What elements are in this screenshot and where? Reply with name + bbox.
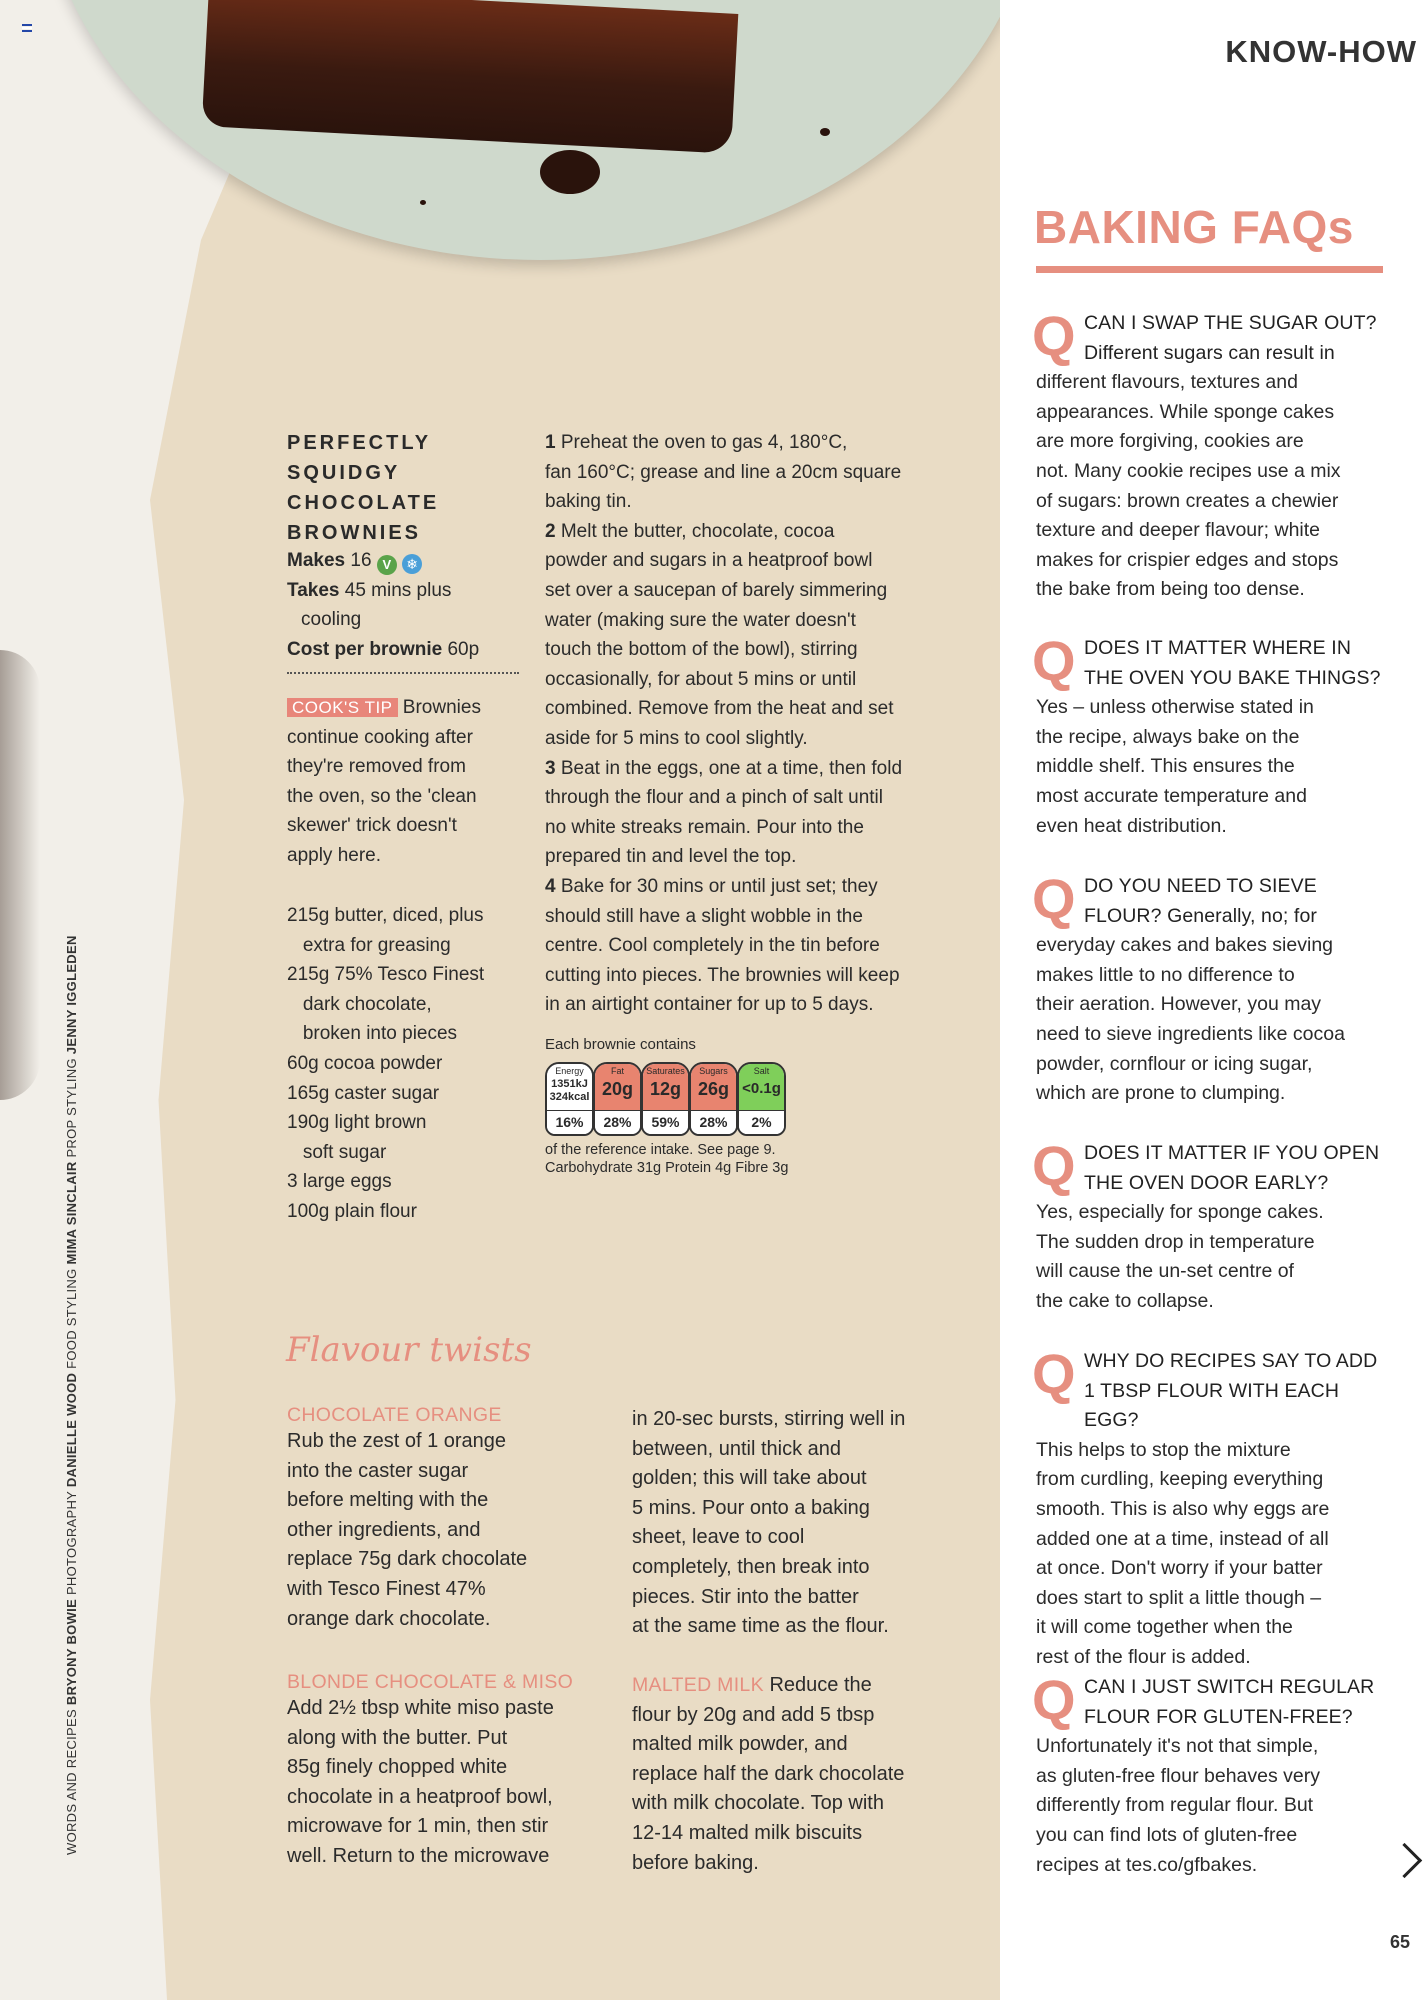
answer-line: rest of the flour is added. <box>1036 1645 1251 1668</box>
nutrition-footnote: of the reference intake. See page 9. Carbohydrate 31g Protein 4g Fibre 3g <box>545 1142 789 1176</box>
q-icon: Q <box>1032 1134 1076 1197</box>
method-line: cutting into pieces. The brownies will keep <box>545 964 900 986</box>
faq-title: BAKING FAQs <box>1034 201 1354 253</box>
twist-line: microwave for 1 min, then stir <box>287 1815 549 1838</box>
faq-answer <box>1036 693 1388 841</box>
question-line: CAN I JUST SWITCH REGULAR <box>1084 1676 1375 1698</box>
nutrition-cell <box>545 1062 594 1136</box>
nutrition-cell-top <box>739 1064 784 1110</box>
twist-body <box>287 1427 617 1634</box>
ingredient-line: 165g caster sugar <box>287 1082 440 1104</box>
method-line: water (making sure the water doesn't <box>545 609 856 631</box>
twist-line: with milk chocolate. Top with <box>632 1792 884 1815</box>
method-line: set over a saucepan of barely simmering <box>545 579 888 601</box>
method-line: no white streaks remain. Pour into the <box>545 816 864 838</box>
twist-line: pieces. Stir into the batter <box>632 1585 859 1608</box>
twist-line: replace half the dark chocolate <box>632 1762 905 1785</box>
divider <box>287 672 519 674</box>
faq-item <box>1032 304 1388 605</box>
twist-line: 12-14 malted milk biscuits <box>632 1821 863 1844</box>
twist-heading: BLONDE CHOCOLATE & MISO <box>287 1671 574 1693</box>
recipe-meta <box>287 546 527 664</box>
cost-line: Cost per brownie 60p <box>287 638 480 660</box>
answer-line: as gluten-free flour behaves very <box>1036 1764 1320 1787</box>
ingredient-line: 60g cocoa powder <box>287 1052 443 1074</box>
flavour-twists-title: Flavour twists <box>286 1330 532 1370</box>
answer-line: different flavours, textures and <box>1036 371 1298 394</box>
answer-line: the cake to collapse. <box>1036 1289 1214 1312</box>
nutrition-cell <box>689 1062 738 1136</box>
cooks-tip-badge: COOK'S TIP <box>287 698 398 717</box>
page-number: 65 <box>1390 1932 1411 1952</box>
ingredient-line: 3 large eggs <box>287 1171 392 1193</box>
makes-line: Makes 16 V ❄ <box>287 546 527 576</box>
nutrition-value: 1351kJ <box>551 1078 588 1090</box>
twist-malted-milk: MALTED MILK Reduce the flour by 20g and add 5 tbsp malted milk powder, and replace half the dark chocolate with milk chocolate. Top with 12-14 malted milk biscuits before baking. <box>632 1671 972 1878</box>
question-line: WHY DO RECIPES SAY TO ADD <box>1084 1350 1378 1372</box>
method-line: in an airtight container for up to 5 days. <box>545 994 874 1016</box>
twist-heading: MALTED MILK <box>632 1674 764 1696</box>
ingredient-line: soft sugar <box>287 1141 387 1163</box>
brownie-crumb <box>540 150 600 194</box>
flag-icon <box>22 24 32 32</box>
answer-line: appearances. While sponge cakes <box>1036 400 1335 423</box>
recipe-title: PERFECTLY SQUIDGY CHOCOLATE BROWNIES <box>287 432 440 544</box>
answer-line: not. Many cookie recipes use a mix <box>1036 459 1341 482</box>
faq-question <box>1032 1342 1388 1436</box>
ingredient-line: 190g light brown <box>287 1112 427 1134</box>
twist-line: into the caster sugar <box>287 1459 469 1482</box>
faq-item <box>1032 1134 1388 1317</box>
twist-line: replace 75g dark chocolate <box>287 1548 528 1571</box>
ingredient-line: broken into pieces <box>287 1023 458 1045</box>
question-line: THE OVEN DOOR EARLY? <box>1084 1171 1329 1194</box>
twist-line: before melting with the <box>287 1489 489 1512</box>
answer-line: from curdling, keeping everything <box>1036 1468 1324 1491</box>
nutrition-cell-top <box>547 1064 592 1110</box>
twist-line: chocolate in a heatproof bowl, <box>287 1785 553 1808</box>
method-steps <box>545 428 965 1020</box>
twist-line: Add 2½ tbsp white miso paste <box>287 1697 554 1719</box>
answer-line: Yes, especially for sponge cakes. <box>1036 1201 1324 1224</box>
faq-question <box>1032 1668 1388 1732</box>
twist-line: in 20-sec bursts, stirring well in <box>632 1408 906 1430</box>
twist-line: along with the butter. Put <box>287 1726 508 1749</box>
nutrition-percent: 59% <box>643 1110 688 1135</box>
takes-line-cont: cooling <box>301 609 362 630</box>
cooks-tip: COOK'S TIP Brownies continue cooking after they're removed from the oven, so the 'clean skewer' trick doesn't apply here. <box>287 697 481 866</box>
twist-line: well. Return to the microwave <box>287 1844 550 1867</box>
nutrition-cell <box>593 1062 642 1136</box>
twist-line: Rub the zest of 1 orange <box>287 1430 507 1452</box>
nutrition-label-text: Fat <box>610 1066 624 1076</box>
method-line: combined. Remove from the heat and set <box>545 698 894 720</box>
method-line: occasionally, for about 5 mins or until <box>545 668 857 690</box>
answer-line: makes little to no difference to <box>1036 963 1295 986</box>
twist-line: 85g finely chopped white <box>287 1756 508 1779</box>
twist-line: orange dark chocolate. <box>287 1607 491 1630</box>
faq-question <box>1032 867 1388 931</box>
question-line: FLOUR FOR GLUTEN-FREE? <box>1084 1705 1353 1728</box>
twist-heading: CHOCOLATE ORANGE <box>287 1404 502 1426</box>
twist-line: before baking. <box>632 1851 759 1874</box>
method-line: centre. Cool completely in the tin before <box>545 935 880 957</box>
method-line: 1 Preheat the oven to gas 4, 180°C, <box>545 432 848 453</box>
answer-line: need to sieve ingredients like cocoa <box>1036 1022 1345 1045</box>
nutrition-value: 20g <box>601 1079 634 1099</box>
answer-line: powder, cornflour or icing sugar, <box>1036 1052 1313 1075</box>
nutrition-percent: 28% <box>595 1110 640 1135</box>
nutrition-value: 324kcal <box>549 1091 590 1103</box>
method-line: 2 Melt the butter, chocolate, cocoa <box>545 520 835 542</box>
q-icon: Q <box>1032 304 1076 367</box>
answer-line: the recipe, always bake on the <box>1036 725 1300 748</box>
faq-answer <box>1036 1198 1388 1316</box>
method-line: touch the bottom of the bowl), stirring <box>545 639 858 661</box>
answer-line: does start to split a little though – <box>1036 1586 1322 1609</box>
nutrition-heading: Each brownie contains <box>545 1036 696 1053</box>
twist-blonde-miso-cont <box>632 1405 972 1642</box>
nutrition-percent: 2% <box>739 1110 784 1135</box>
step-number: 2 <box>545 520 556 542</box>
faq-item <box>1032 1668 1388 1880</box>
nutrition-value: 12g <box>649 1079 682 1099</box>
nutrition-cell <box>641 1062 690 1136</box>
method-line: 3 Beat in the eggs, one at a time, then fold <box>545 757 903 779</box>
answer-line: it will come together when the <box>1036 1616 1293 1639</box>
q-icon: Q <box>1032 1342 1076 1405</box>
faq-answer <box>1036 1732 1388 1880</box>
faq-question <box>1032 629 1388 693</box>
twist-line: malted milk powder, and <box>632 1733 848 1756</box>
method-line: aside for 5 mins to cool slightly. <box>545 727 808 749</box>
answer-line: makes for crispier edges and stops <box>1036 548 1339 571</box>
answer-line: will cause the un-set centre of <box>1036 1260 1294 1283</box>
nutrition-percent: 16% <box>547 1110 592 1135</box>
twist-blonde-miso <box>287 1671 617 1872</box>
nutrition-cell-top <box>643 1064 688 1110</box>
question-line: DOES IT MATTER IF YOU OPEN <box>1084 1142 1380 1164</box>
step-number: 1 <box>545 432 556 453</box>
method-line: 4 Bake for 30 mins or until just set; they <box>545 875 878 897</box>
answer-line: at once. Don't worry if your batter <box>1036 1557 1323 1580</box>
answer-lead: Different sugars can result in <box>1084 341 1335 364</box>
brownie-crumb <box>820 128 830 136</box>
nutrition-label-text: Salt <box>753 1066 770 1076</box>
question-line: DOES IT MATTER WHERE IN <box>1084 637 1352 659</box>
faq-item <box>1032 867 1388 1109</box>
answer-line: Yes – unless otherwise stated in <box>1036 696 1314 719</box>
answer-lead: Generally, no; for <box>1161 904 1317 927</box>
nutrition-cell <box>737 1062 786 1136</box>
twist-body <box>632 1701 972 1879</box>
twist-line: between, until thick and <box>632 1437 842 1460</box>
method-line: fan 160°C; grease and line a 20cm square <box>545 461 902 483</box>
answer-line: recipes at tes.co/gfbakes. <box>1036 1853 1258 1876</box>
ingredient-line: 215g butter, diced, plus <box>287 905 484 926</box>
nutrition-label-text: Sugars <box>699 1066 728 1076</box>
answer-line: which are prone to clumping. <box>1036 1082 1286 1105</box>
takes-line: Takes 45 mins plus <box>287 579 452 601</box>
answer-line: their aeration. However, you may <box>1036 993 1322 1016</box>
method-line: prepared tin and level the top. <box>545 846 797 868</box>
question-line: THE OVEN YOU BAKE THINGS? <box>1084 666 1381 689</box>
twist-chocolate-orange <box>287 1404 617 1634</box>
nutrition-percent: 28% <box>691 1110 736 1135</box>
question-line: DO YOU NEED TO SIEVE <box>1084 875 1317 897</box>
question-line: FLOUR? Generally, no; for <box>1084 904 1317 927</box>
answer-line: differently from regular flour. But <box>1036 1794 1314 1817</box>
q-icon: Q <box>1032 1668 1076 1731</box>
answer-line: are more forgiving, cookies are <box>1036 430 1304 453</box>
answer-line: middle shelf. This ensures the <box>1036 755 1295 778</box>
answer-line: added one at a time, instead of all <box>1036 1527 1329 1550</box>
brownie-shadow <box>0 650 40 1100</box>
faq-answer <box>1036 368 1388 605</box>
faq-answer <box>1036 1436 1388 1673</box>
ingredient-line: extra for greasing <box>287 934 451 956</box>
twist-line: golden; this will take about <box>632 1467 867 1490</box>
method-line: should still have a slight wobble in the <box>545 905 863 927</box>
ingredient-line: 100g plain flour <box>287 1200 417 1222</box>
twist-line: completely, then break into <box>632 1555 870 1578</box>
nutrition-label-text: Saturates <box>646 1066 685 1076</box>
photo-credits: WORDS AND RECIPES BRYONY BOWIE PHOTOGRAPHY DANIELLE WOOD FOOD STYLING MIMA SINCLAIR PROP STYLING JENNY IGGLEDEN <box>64 935 79 1855</box>
answer-line: everyday cakes and bakes sieving <box>1036 934 1334 957</box>
step-number: 4 <box>545 875 556 897</box>
faq-answer <box>1036 931 1388 1109</box>
nutrition-cell-top <box>691 1064 736 1110</box>
method-line: baking tin. <box>545 491 632 513</box>
answer-line: This helps to stop the mixture <box>1036 1438 1291 1461</box>
step-number: 3 <box>545 757 556 779</box>
vegetarian-icon: V <box>377 555 397 575</box>
nutrition-value: 26g <box>697 1079 730 1099</box>
faq-title-rule <box>1036 266 1383 273</box>
twist-line: with Tesco Finest 47% <box>287 1577 486 1600</box>
nutrition-label <box>545 1062 805 1138</box>
question-line: CAN I SWAP THE SUGAR OUT? <box>1084 312 1377 334</box>
brownie-crumb <box>420 200 426 205</box>
freezable-icon: ❄ <box>402 554 422 574</box>
answer-line: The sudden drop in temperature <box>1036 1230 1315 1253</box>
twist-line: other ingredients, and <box>287 1518 481 1541</box>
answer-line: you can find lots of gluten-free <box>1036 1823 1298 1846</box>
answer-line: smooth. This is also why eggs are <box>1036 1497 1330 1520</box>
question-line: 1 TBSP FLOUR WITH EACH EGG? <box>1084 1379 1340 1432</box>
twist-line: sheet, leave to cool <box>632 1526 805 1549</box>
answer-line: texture and deeper flavour; white <box>1036 519 1321 542</box>
twist-line: 5 mins. Pour onto a baking <box>632 1496 870 1519</box>
answer-line: Unfortunately it's not that simple, <box>1036 1735 1319 1758</box>
nutrition-label-text: Energy <box>555 1066 584 1076</box>
ingredients-list <box>287 901 527 1227</box>
faq-item <box>1032 1342 1388 1673</box>
answer-line: most accurate temperature and <box>1036 784 1307 807</box>
ingredient-line: dark chocolate, <box>287 993 432 1015</box>
method-line: through the flour and a pinch of salt until <box>545 787 884 809</box>
ingredient-line: 215g 75% Tesco Finest <box>287 964 485 986</box>
q-icon: Q <box>1032 867 1076 930</box>
faq-item <box>1032 629 1388 841</box>
twist-line: flour by 20g and add 5 tbsp <box>632 1703 875 1726</box>
section-header: KNOW-HOW <box>1225 34 1417 69</box>
twist-body <box>287 1694 617 1872</box>
twist-line: at the same time as the flour. <box>632 1615 889 1638</box>
answer-line: of sugars: brown creates a chewier <box>1036 489 1339 512</box>
faq-question <box>1032 304 1388 368</box>
faq-question <box>1032 1134 1388 1198</box>
answer-line: even heat distribution. <box>1036 814 1227 837</box>
q-icon: Q <box>1032 629 1076 692</box>
answer-line: the bake from being too dense. <box>1036 578 1305 601</box>
method-line: powder and sugars in a heatproof bowl <box>545 550 873 572</box>
nutrition-cell-top <box>595 1064 640 1110</box>
nutrition-value: <0.1g <box>742 1080 781 1097</box>
